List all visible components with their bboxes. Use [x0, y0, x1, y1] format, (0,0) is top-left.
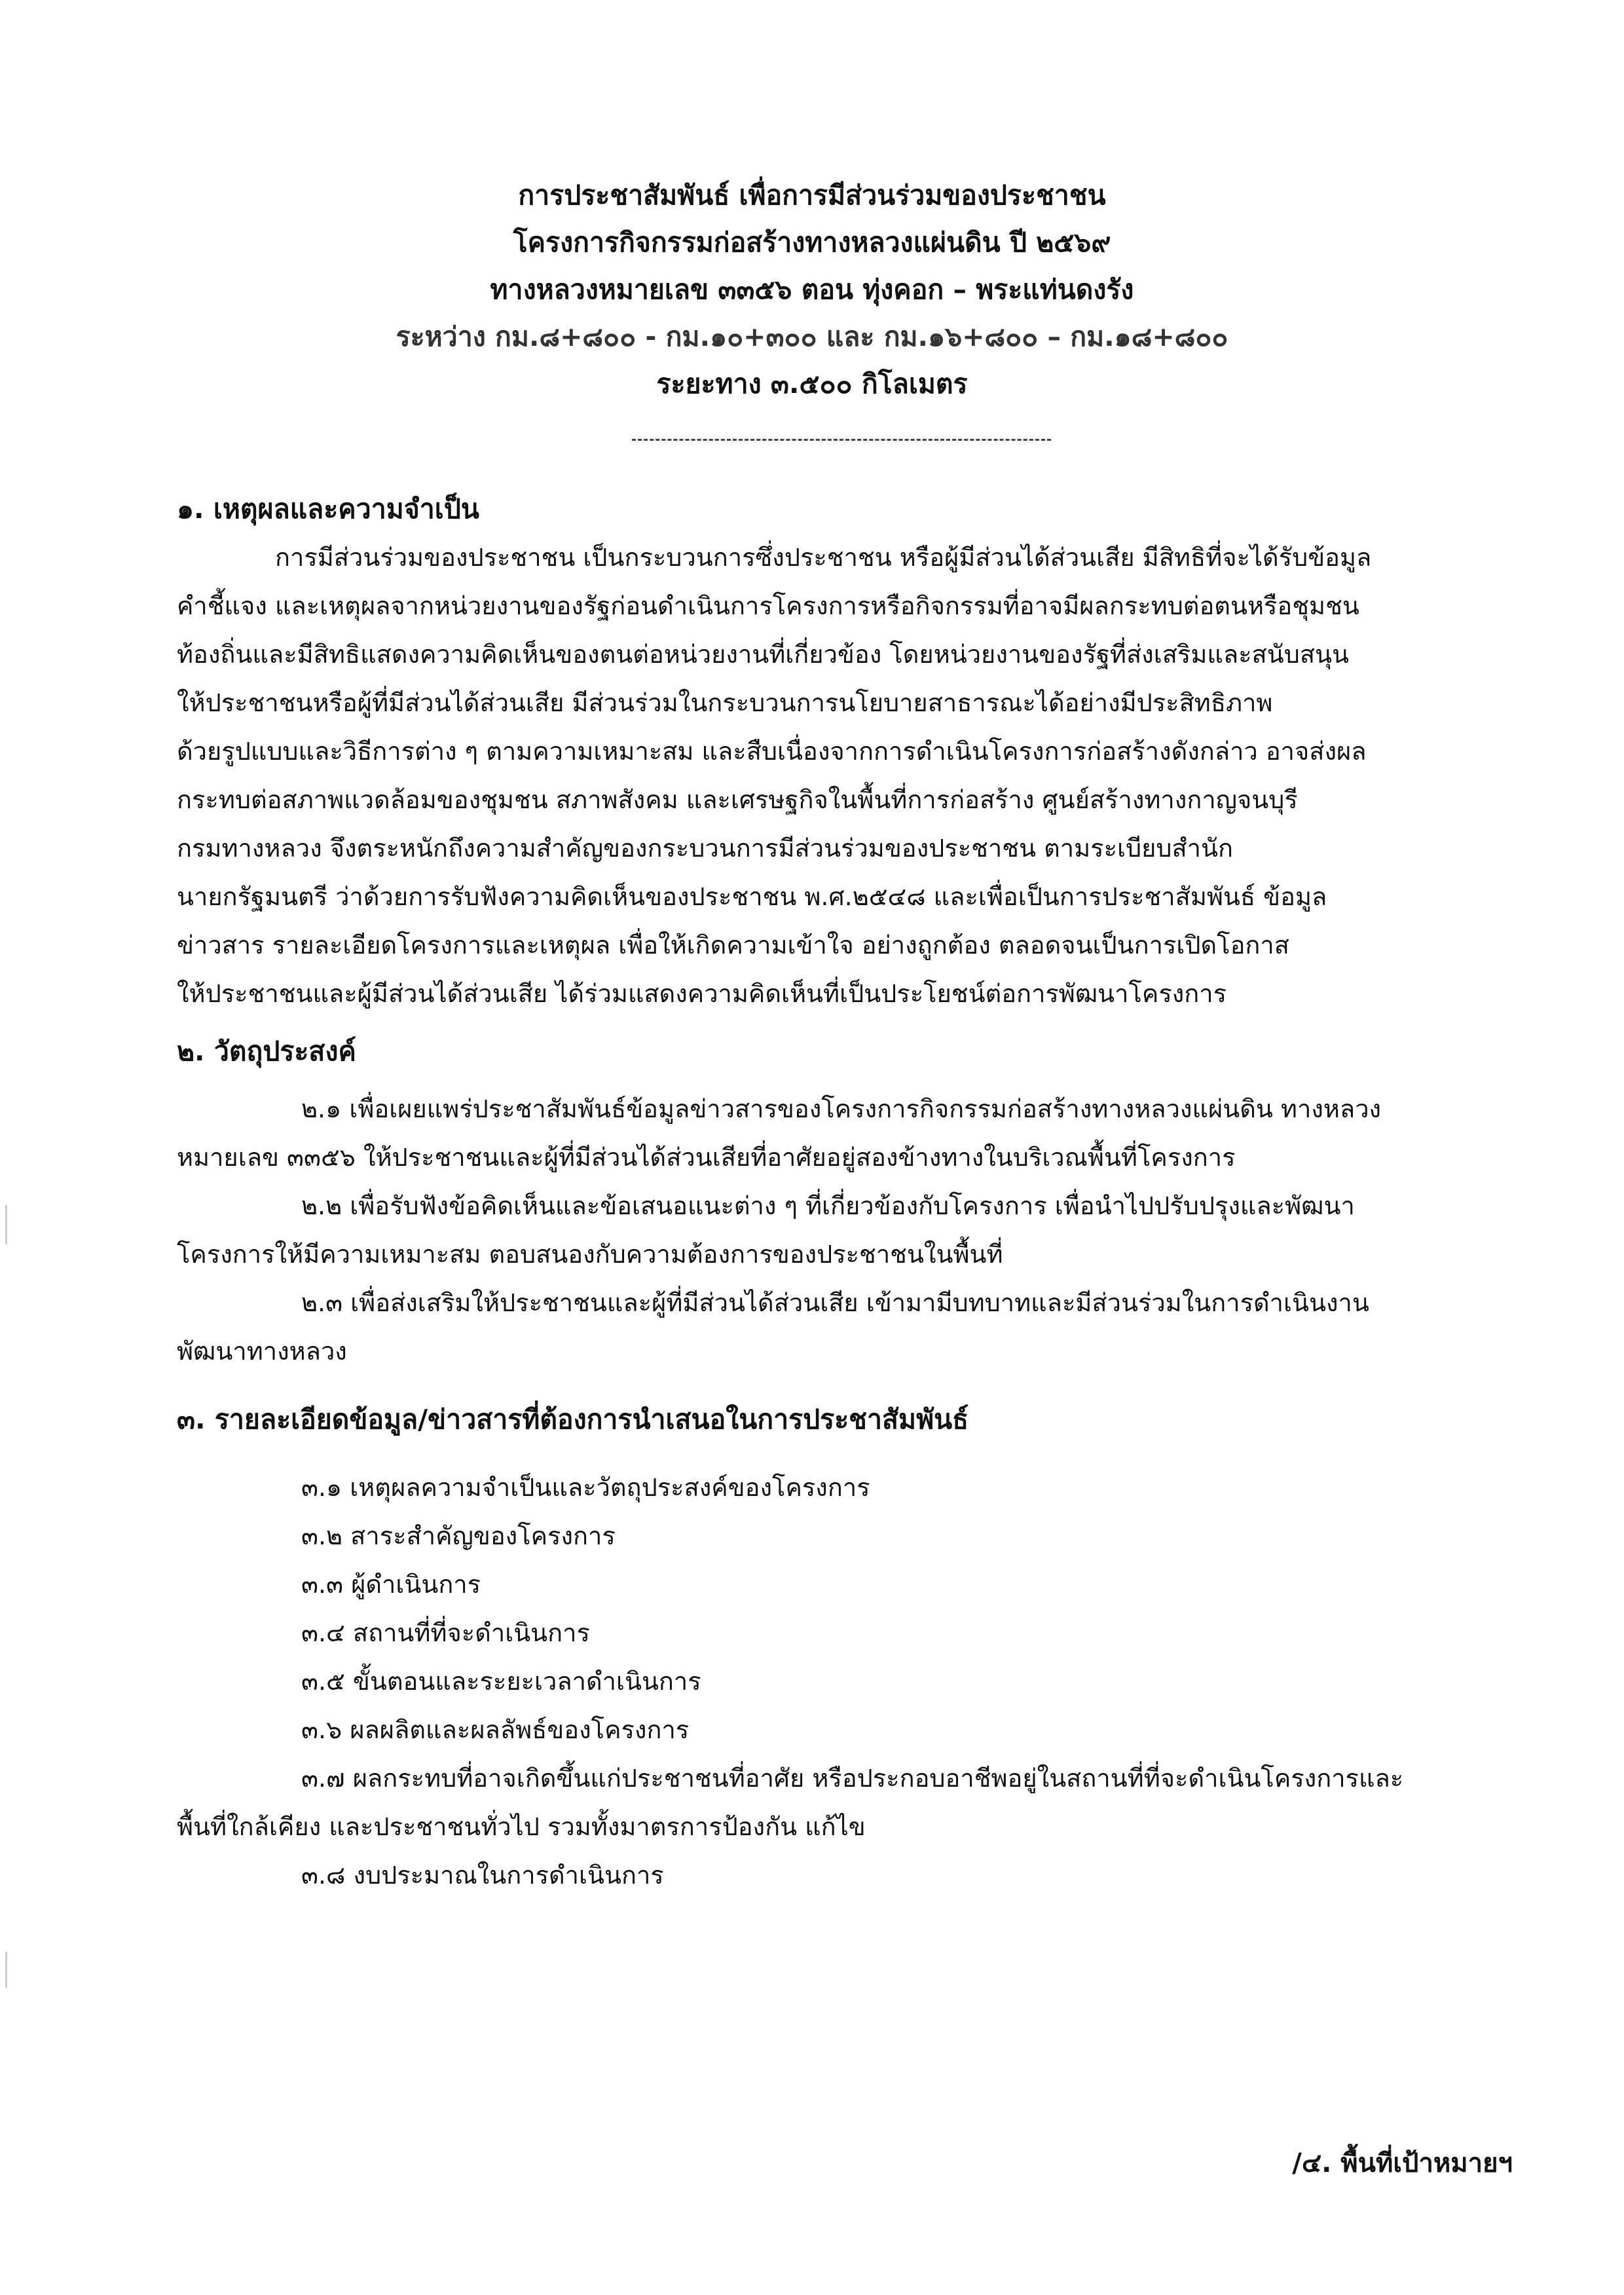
header-highway: ทางหลวงหมายเลข ๓๓๕๖ ตอน ทุ่งคอก – พระแท่นดงรัง — [490, 274, 1134, 305]
list-item: ๓.๖ ผลผลิตและผลลัพธ์ของโครงการ — [301, 1715, 690, 1744]
paragraph-line: ท้องถิ่นและมีสิทธิแสดงความคิดเห็นของตนต่อหน่วยงานที่เกี่ยวข้อง โดยหน่วยงานของรัฐที่ส่งเสริมและสนับสนุน — [177, 640, 1349, 669]
header-divider — [632, 439, 1051, 441]
header-title: การประชาสัมพันธ์ เพื่อการมีส่วนร่วมของประชาชน — [518, 179, 1106, 211]
header-distance: ระยะทาง ๓.๕๐๐ กิโลเมตร — [656, 368, 968, 400]
section-2-list — [177, 1085, 1513, 1375]
paragraph-line: คำชี้แจง และเหตุผลจากหน่วยงานของรัฐก่อนดำเนินการโครงการหรือกิจกรรมที่อาจมีผลกระทบต่อตนหรือชุมชน — [177, 591, 1359, 620]
objective-item: ๒.๑ เพื่อเผยแพร่ประชาสัมพันธ์ข้อมูลข่าวสารของโครงการกิจกรรมก่อสร้างทางหลวงแผ่นดิน ทางหลวง — [301, 1094, 1382, 1123]
header-project: โครงการกิจกรรมก่อสร้างทางหลวงแผ่นดิน ปี ๒๕๖๙ — [513, 227, 1111, 258]
objective-item-continued: หมายเลข ๓๓๕๖ ให้ประชาชนและผู้ที่มีส่วนได้ส่วนเสียที่อาศัยอยู่สองข้างทางในบริเวณพื้นที่โครงการ — [177, 1143, 1236, 1172]
list-item: ๓.๗ ผลกระทบที่อาจเกิดขึ้นแก่ประชาชนที่อาศัย หรือประกอบอาชีพอยู่ในสถานที่ที่จะดำเนินโครงการและ — [301, 1764, 1404, 1793]
section-2-title: ๒. วัตถุประสงค์ — [177, 1036, 356, 1067]
section-3-title: ๓. รายละเอียดข้อมูล/ข่าวสารที่ต้องการนำเสนอในการประชาสัมพันธ์ — [177, 1404, 969, 1435]
section-1-paragraph — [177, 533, 1513, 1018]
paragraph-line: การมีส่วนร่วมของประชาชน เป็นกระบวนการซึ่งประชาชน หรือผู้มีส่วนได้ส่วนเสีย มีสิทธิที่จะได้รับข้อมูล — [275, 543, 1372, 572]
document-header — [0, 172, 1624, 407]
paragraph-line: ข่าวสาร รายละเอียดโครงการและเหตุผล เพื่อให้เกิดความเข้าใจ อย่างถูกต้อง ตลอดจนเป็นการเปิดโอกาส — [177, 931, 1289, 960]
page-continuation-note: /๔. พื้นที่เป้าหมายฯ — [1292, 2148, 1513, 2178]
list-item-continued: พื้นที่ใกล้เคียง และประชาชนทั่วไป รวมทั้งมาตรการป้องกัน แก้ไข — [177, 1812, 866, 1841]
scan-edge-mark — [5, 1952, 7, 1988]
objective-item: ๒.๓ เพื่อส่งเสริมให้ประชาชนและผู้ที่มีส่วนได้ส่วนเสีย เข้ามามีบทบาทและมีส่วนร่วมในการดำเนินงาน — [301, 1288, 1369, 1317]
list-item: ๓.๔ สถานที่ที่จะดำเนินการ — [301, 1618, 590, 1647]
scan-edge-mark — [5, 1205, 7, 1244]
paragraph-line: กระทบต่อสภาพแวดล้อมของชุมชน สภาพสังคม และเศรษฐกิจในพื้นที่การก่อสร้าง ศูนย์สร้างทางกาญจนบุรี — [177, 785, 1298, 814]
objective-item-continued: โครงการให้มีความเหมาะสม ตอบสนองกับความต้องการของประชาชนในพื้นที่ — [177, 1240, 1003, 1269]
section-1-title: ๑. เหตุผลและความจำเป็น — [177, 493, 479, 525]
list-item: ๓.๒ สาระสำคัญของโครงการ — [301, 1521, 616, 1550]
objective-item: ๒.๒ เพื่อรับฟังข้อคิดเห็นและข้อเสนอแนะต่าง ๆ ที่เกี่ยวข้องกับโครงการ เพื่อนำไปปรับปรุงและพัฒนา — [301, 1191, 1355, 1220]
document-body — [177, 485, 1513, 1899]
paragraph-line: ด้วยรูปแบบและวิธีการต่าง ๆ ตามความเหมาะสม และสืบเนื่องจากการดำเนินโครงการก่อสร้างดังกล่าว อาจส่งผล — [177, 737, 1367, 766]
paragraph-line: ให้ประชาชนหรือผู้ที่มีส่วนได้ส่วนเสีย มีส่วนร่วมในกระบวนการนโยบายสาธารณะได้อย่างมีประสิทธิภาพ — [177, 688, 1273, 717]
list-item: ๓.๓ ผู้ดำเนินการ — [301, 1570, 481, 1599]
paragraph-line: ให้ประชาชนและผู้มีส่วนได้ส่วนเสีย ได้ร่วมแสดงความคิดเห็นที่เป็นประโยชน์ต่อการพัฒนาโครงการ — [177, 979, 1227, 1008]
section-3-list — [177, 1463, 1513, 1899]
header-km-range: ระหว่าง กม.๘+๘๐๐ - กม.๑๐+๓๐๐ และ กม.๑๖+๘๐๐ – กม.๑๘+๘๐๐ — [396, 321, 1228, 352]
objective-item-continued: พัฒนาทางหลวง — [177, 1337, 347, 1366]
list-item: ๓.๕ ขั้นตอนและระยะเวลาดำเนินการ — [301, 1667, 701, 1696]
paragraph-line: กรมทางหลวง จึงตระหนักถึงความสำคัญของกระบวนการมีส่วนร่วมของประชาชน ตามระเบียบสำนัก — [177, 834, 1233, 863]
paragraph-line: นายกรัฐมนตรี ว่าด้วยการรับฟังความคิดเห็นของประชาชน พ.ศ.๒๕๔๘ และเพื่อเป็นการประชาสัมพันธ์ ข้อมูล — [177, 882, 1327, 911]
list-item: ๓.๑ เหตุผลความจำเป็นและวัตถุประสงค์ของโครงการ — [301, 1473, 870, 1502]
list-item: ๓.๘ งบประมาณในการดำเนินการ — [301, 1861, 664, 1890]
